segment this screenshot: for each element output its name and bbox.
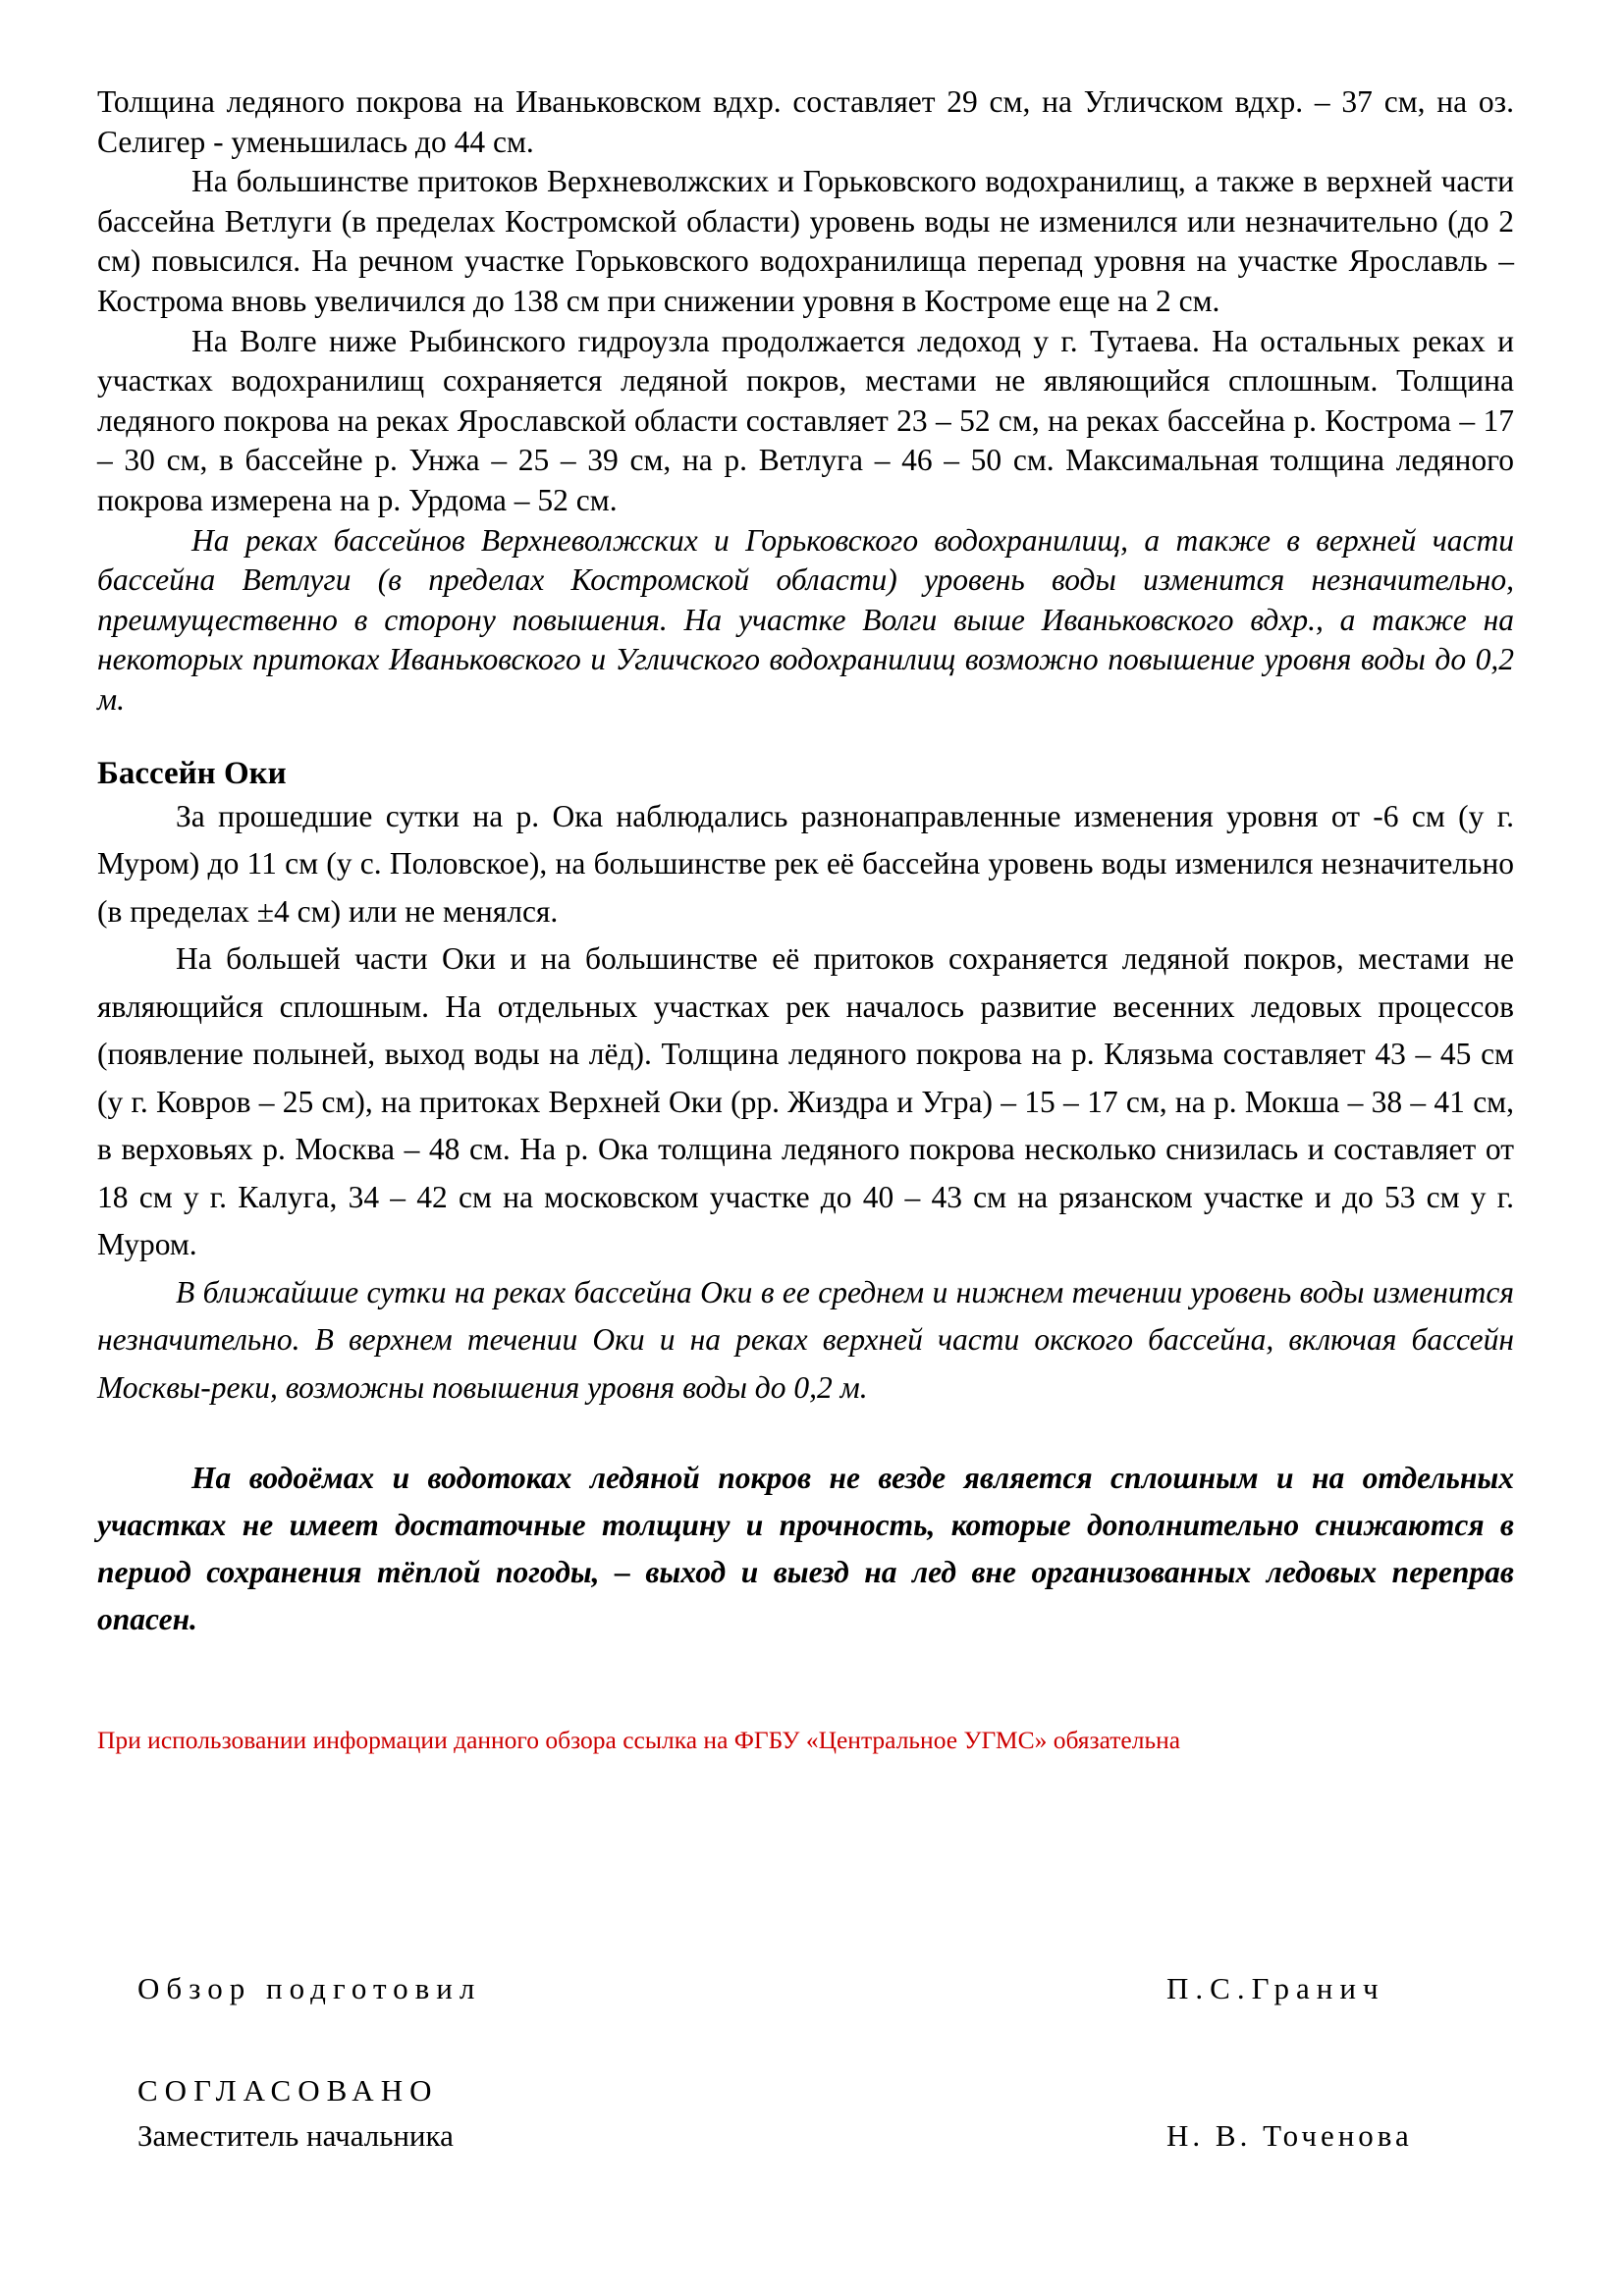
paragraph: За прошедшие сутки на р. Ока наблюдались разнонаправленные изменения уровня от -6 см (у г. Муром) до 11 см (у с. Половское), на большинстве рек её бассейна уровень воды изменился незначительно (в пределах ±4 см) или не менялся. [97,798,1514,929]
paragraph: На большей части Оки и на большинстве её притоков сохраняется ледяной покров, местами не являющийся сплошным. На отдельных участках рек началось развитие весенних ледовых процессов (появление полыней, выход воды на лёд). Толщина ледяного покрова на р. Клязьма составляет 43 – 45 см (у г. Ковров – 25 см), на притоках Верхней Оки (рр. Жиздра и Угра) – 15 – 17 см, на р. Мокша – 38 – 41 см, в верховьях р. Москва – 48 см. На р. Ока толщина ледяного покрова несколько снизилась и составляет от 18 см у г. Калуга, 34 – 42 см на московском участке до 40 – 43 см на рязанском участке и до 53 см у г. Муром. [97,941,1514,1261]
paragraph: На Волге ниже Рыбинского гидроузла продолжается ледоход у г. Тутаева. На остальных реках и участках водохранилищ сохраняется ледяной покров, местами не являющийся сплошным. Толщина ледяного покрова на реках Ярославской области составляет 23 – 52 см, на реках бассейна р. Кострома – 17 – 30 см, в бассейне р. Унжа – 25 – 39 см, на р. Ветлуга – 46 – 50 см. Максимальная толщина ледяного покрова измерена на р. Урдома – 52 см. [97,323,1514,517]
approver-name: Н. В. Точенова [1166,2118,1413,2153]
approver-title: Заместитель начальника [137,2118,454,2153]
ice-safety-warning: На водоёмах и водотоках ледяной покров не везде является сплошным и на отдельных участках не имеет достаточные толщину и прочность, которые дополнительно снижаются в период сохранения тёплой погоды, – выход и выезд на лед вне организованных ледовых переправ опасен. [97,1461,1514,1636]
paragraph: На большинстве притоков Верхневолжских и Горьковского водохранилищ, а также в верхней части бассейна Ветлуги (в пределах Костромской области) уровень воды не изменился или незначительно (до 2 см) повысился. На речном участке Горьковского водохранилища перепад уровня на участке Ярославль – Кострома вновь увеличился до 138 см при снижении уровня в Костроме еще на 2 см. [97,164,1514,318]
volga-section [97,82,1514,721]
forecast-paragraph: На реках бассейнов Верхневолжских и Горьковского водохранилищ, а также в верхней части бассейна Ветлуги (в пределах Костромской области) уровень воды изменится незначительно, преимущественно в сторону повышения. На участке Волги выше Иваньковского вдхр., а также на некоторых притоках Иваньковского и Угличского водохранилищ возможно повышение уровня воды до 0,2 м. [97,522,1514,717]
prepared-by-label: Обзор подготовил [137,1971,482,2005]
forecast-paragraph: В ближайшие сутки на реках бассейна Оки в ее среднем и нижнем течении уровень воды изменится незначительно. В верхнем течении Оки и на реках верхней части окского бассейна, включая бассейн Москвы-реки, возможны повышения уровня воды до 0,2 м. [97,1274,1514,1405]
citation-notice: При использовании информации данного обзора ссылка на ФГБУ «Центральное УГМС» обязательна [97,1726,1181,1754]
document-body [97,82,1514,1755]
oka-section [97,754,1514,1413]
paragraph: Толщина ледяного покрова на Иваньковском вдхр. составляет 29 см, на Угличском вдхр. – 37 см, на оз. Селигер - уменьшилась до 44 см. [97,84,1514,159]
section-heading: Бассейн Оки [97,755,287,791]
prepared-by-name: П.С.Гранич [1166,1971,1385,2005]
approved-label: СОГЛАСОВАНО [137,2073,439,2108]
